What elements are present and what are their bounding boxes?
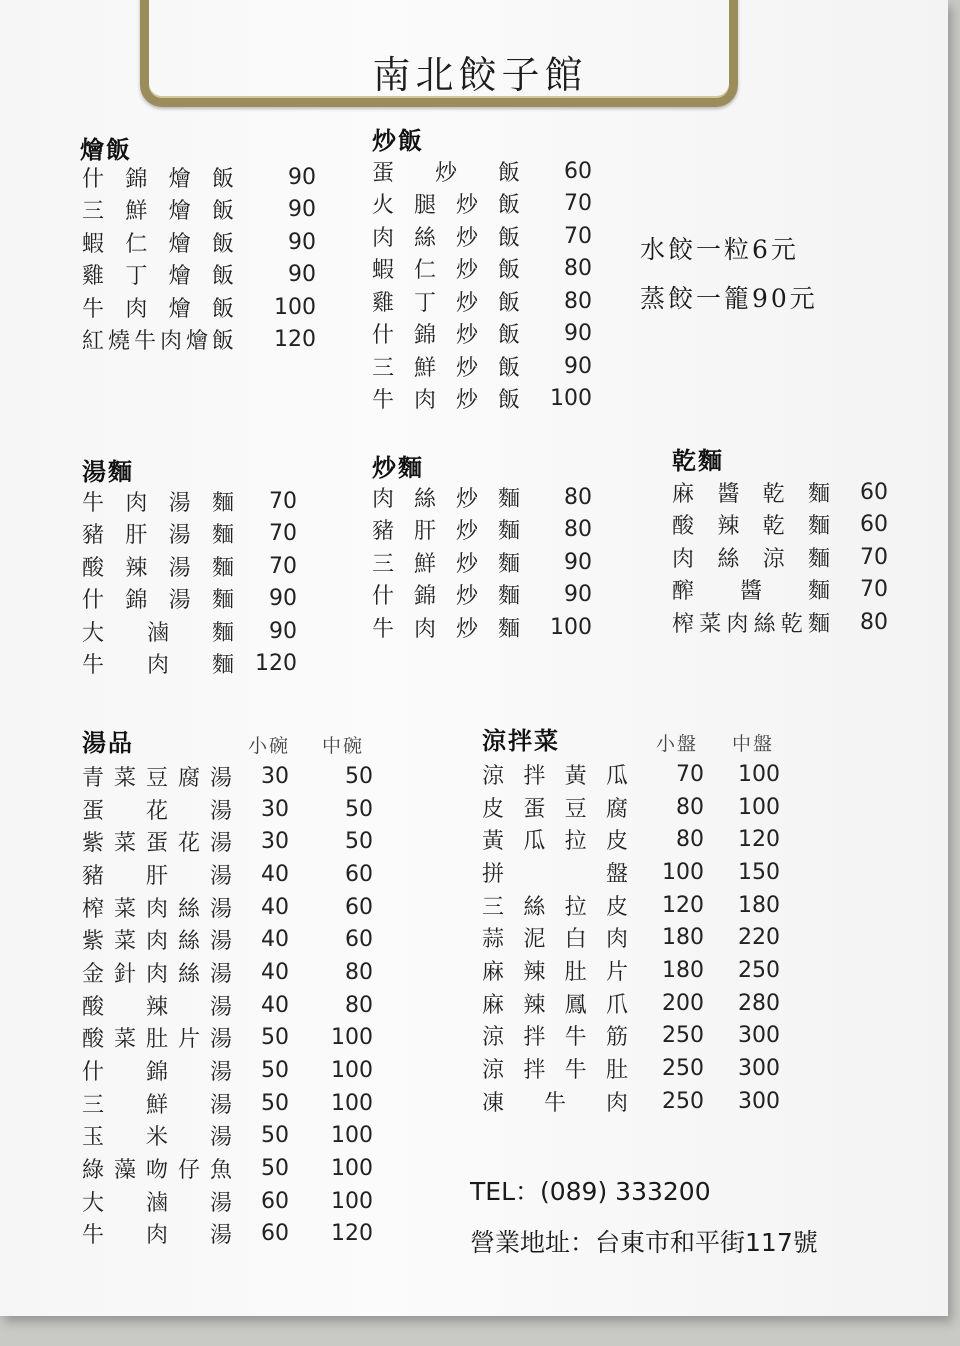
item-name: 蛋 花 湯	[82, 798, 232, 824]
col-header-medium: 中碗	[322, 735, 365, 757]
menu-item	[672, 541, 888, 574]
item-price: 70	[269, 521, 297, 547]
small-price: 40	[261, 861, 289, 887]
medium-price: 100	[331, 1058, 373, 1084]
menu-item	[82, 989, 373, 1022]
menu-item	[372, 611, 592, 644]
item-price: 80	[564, 288, 592, 314]
medium-price: 100	[331, 1025, 373, 1051]
small-price: 40	[261, 927, 289, 953]
menu-item	[672, 476, 888, 509]
medium-price: 100	[331, 1123, 373, 1149]
item-list	[82, 161, 316, 356]
item-price: 70	[564, 223, 592, 249]
menu-item	[82, 226, 316, 259]
item-name: 麻 辣 鳳 爪	[482, 992, 628, 1018]
item-price: 90	[269, 618, 297, 644]
menu-item	[82, 1087, 373, 1120]
medium-price: 100	[738, 794, 780, 820]
menu-item	[482, 823, 780, 856]
menu-item	[82, 259, 316, 292]
item-name: 紅 燒 牛 肉 燴 飯	[82, 329, 234, 355]
menu-item	[482, 1085, 780, 1118]
section-title: 湯麵	[82, 457, 134, 486]
menu-item	[82, 891, 373, 924]
item-price: 90	[269, 586, 297, 612]
item-price: 70	[564, 191, 592, 217]
item-name: 三 鮮 燴 飯	[82, 199, 234, 225]
item-name: 榨 菜 肉 絲 乾 麵	[672, 611, 830, 637]
menu-item	[372, 481, 592, 514]
medium-price: 280	[738, 990, 780, 1016]
item-price: 120	[255, 651, 297, 677]
medium-price: 180	[738, 892, 780, 918]
small-price: 250	[662, 1023, 704, 1049]
item-name: 什 錦 炒 飯	[372, 323, 520, 349]
item-name: 火 腿 炒 飯	[372, 193, 520, 219]
item-name: 酸 菜 肚 片 湯	[82, 1027, 232, 1053]
item-name: 麻 醬 乾 麵	[672, 481, 830, 507]
medium-price: 300	[738, 1023, 780, 1049]
section-title: 涼拌菜	[482, 726, 560, 755]
cold-dish-list	[482, 758, 780, 1118]
item-name: 黃 瓜 拉 皮	[482, 829, 628, 855]
menu-item	[82, 194, 316, 227]
address: 營業地址：台東市和平街117號	[470, 1228, 818, 1257]
menu-item	[82, 324, 316, 357]
item-name: 綠 藻 吻 仔 魚	[82, 1158, 232, 1184]
menu-item	[82, 956, 373, 989]
small-price: 50	[261, 1090, 289, 1116]
telephone: TEL：(089) 333200	[470, 1177, 711, 1206]
menu-item	[82, 291, 316, 324]
section-title: 炒飯	[372, 126, 424, 155]
small-price: 80	[676, 794, 704, 820]
soup-list	[82, 760, 373, 1250]
small-price: 60	[261, 1221, 289, 1247]
menu-item	[372, 220, 592, 253]
small-price: 30	[261, 796, 289, 822]
item-name: 涼 拌 牛 肚	[482, 1058, 628, 1084]
menu-item	[482, 856, 780, 889]
item-name: 醡 醬 麵	[672, 579, 830, 605]
item-price: 80	[564, 484, 592, 510]
item-name: 涼 拌 牛 筋	[482, 1025, 628, 1051]
item-price: 90	[288, 262, 316, 288]
item-price: 70	[860, 544, 888, 570]
item-name: 酸 辣 湯	[82, 994, 232, 1020]
menu-item	[372, 514, 592, 547]
item-price: 90	[564, 353, 592, 379]
medium-price: 100	[331, 1188, 373, 1214]
menu-item	[482, 987, 780, 1020]
item-price: 90	[288, 164, 316, 190]
restaurant-title: 南北餃子館	[372, 53, 588, 97]
small-price: 250	[662, 1088, 704, 1114]
item-name: 三 鮮 炒 飯	[372, 355, 520, 381]
col-header-medium: 中盤	[732, 733, 775, 755]
item-name: 蒜 泥 白 肉	[482, 927, 628, 953]
menu-item	[82, 615, 297, 648]
small-price: 30	[261, 763, 289, 789]
small-price: 50	[261, 1058, 289, 1084]
item-name: 涼 拌 黃 瓜	[482, 763, 628, 789]
section-title: 燴飯	[80, 135, 132, 164]
item-name: 三 鮮 炒 麵	[372, 551, 520, 577]
item-name: 牛 肉 燴 飯	[82, 296, 234, 322]
item-list	[372, 155, 592, 415]
menu-item	[372, 318, 592, 351]
item-price: 100	[274, 294, 316, 320]
item-name: 豬 肝 湯	[82, 863, 232, 889]
small-price: 80	[676, 827, 704, 853]
item-name: 皮 蛋 豆 腐	[482, 796, 628, 822]
item-name: 玉 米 湯	[82, 1125, 232, 1151]
item-name: 雞 丁 燴 飯	[82, 264, 234, 290]
medium-price: 60	[345, 927, 373, 953]
medium-price: 220	[738, 925, 780, 951]
menu-item	[372, 188, 592, 221]
item-name: 青 菜 豆 腐 湯	[82, 765, 232, 791]
item-name: 肉 絲 炒 麵	[372, 486, 520, 512]
medium-price: 300	[738, 1088, 780, 1114]
small-price: 60	[261, 1188, 289, 1214]
small-price: 50	[261, 1025, 289, 1051]
item-name: 榨 菜 肉 絲 湯	[82, 896, 232, 922]
menu-item	[82, 858, 373, 891]
item-name: 肉 絲 涼 麵	[672, 546, 830, 572]
menu-item	[82, 923, 373, 956]
item-name: 牛 肉 湯	[82, 1223, 232, 1249]
small-price: 180	[662, 957, 704, 983]
steamed-dumpling-price: 蒸餃一籠90元	[640, 284, 818, 313]
item-list	[372, 481, 592, 644]
menu-item	[82, 485, 297, 518]
small-price: 40	[261, 959, 289, 985]
item-name: 金 針 肉 絲 湯	[82, 961, 232, 987]
item-name: 大 滷 麵	[82, 620, 234, 646]
menu-item	[82, 648, 297, 681]
item-price: 70	[269, 488, 297, 514]
menu-item	[372, 350, 592, 383]
item-name: 拼 盤	[482, 861, 628, 887]
menu-item	[372, 253, 592, 286]
medium-price: 50	[345, 796, 373, 822]
medium-price: 60	[345, 861, 373, 887]
boiled-dumpling-price: 水餃一粒6元	[640, 235, 799, 264]
menu-item	[372, 546, 592, 579]
menu-item	[482, 1052, 780, 1085]
item-price: 90	[564, 321, 592, 347]
item-price: 60	[860, 512, 888, 538]
menu-item	[372, 579, 592, 612]
item-name: 豬 肝 炒 麵	[372, 519, 520, 545]
item-name: 酸 辣 湯 麵	[82, 555, 234, 581]
menu-item	[82, 1185, 373, 1218]
item-name: 什 錦 炒 麵	[372, 584, 520, 610]
medium-price: 300	[738, 1056, 780, 1082]
medium-price: 80	[345, 992, 373, 1018]
medium-price: 100	[738, 761, 780, 787]
menu-item	[482, 791, 780, 824]
item-name: 麻 辣 肚 片	[482, 959, 628, 985]
item-price: 90	[288, 229, 316, 255]
medium-price: 60	[345, 894, 373, 920]
small-price: 250	[662, 1056, 704, 1082]
menu-item	[672, 509, 888, 542]
menu-item	[82, 550, 297, 583]
menu-item	[82, 161, 316, 194]
menu-item	[82, 760, 373, 793]
col-header-small: 小盤	[656, 733, 699, 755]
item-name: 蝦 仁 炒 飯	[372, 258, 520, 284]
item-price: 70	[269, 553, 297, 579]
menu-item	[82, 793, 373, 826]
item-name: 紫 菜 肉 絲 湯	[82, 929, 232, 955]
item-name: 蝦 仁 燴 飯	[82, 231, 234, 257]
menu-item	[372, 285, 592, 318]
small-price: 50	[261, 1156, 289, 1182]
item-price: 120	[274, 327, 316, 353]
item-list	[82, 485, 297, 680]
small-price: 40	[261, 894, 289, 920]
item-name: 大 滷 湯	[82, 1190, 232, 1216]
item-name: 什 錦 湯	[82, 1060, 232, 1086]
menu-item	[482, 921, 780, 954]
small-price: 120	[662, 892, 704, 918]
item-price: 90	[564, 549, 592, 575]
col-header-small: 小碗	[248, 735, 291, 757]
item-name: 三 鮮 湯	[82, 1092, 232, 1118]
small-price: 30	[261, 829, 289, 855]
menu-item	[82, 1152, 373, 1185]
menu-item	[82, 1022, 373, 1055]
medium-price: 80	[345, 959, 373, 985]
menu-item	[82, 1120, 373, 1153]
medium-price: 150	[738, 859, 780, 885]
menu-item	[672, 606, 888, 639]
item-price: 100	[550, 386, 592, 412]
medium-price: 50	[345, 763, 373, 789]
item-price: 60	[564, 158, 592, 184]
item-name: 雞 丁 炒 飯	[372, 290, 520, 316]
small-price: 180	[662, 925, 704, 951]
menu-item	[672, 574, 888, 607]
small-price: 70	[676, 761, 704, 787]
item-price: 80	[564, 256, 592, 282]
menu-item	[82, 1054, 373, 1087]
medium-price: 50	[345, 829, 373, 855]
item-name: 牛 肉 湯 麵	[82, 490, 234, 516]
item-price: 90	[288, 197, 316, 223]
menu-item	[482, 954, 780, 987]
item-name: 凍 牛 肉	[482, 1090, 628, 1116]
section-title: 炒麵	[372, 453, 424, 482]
small-price: 40	[261, 992, 289, 1018]
small-price: 50	[261, 1123, 289, 1149]
small-price: 200	[662, 990, 704, 1016]
medium-price: 120	[331, 1221, 373, 1247]
item-name: 牛 肉 炒 麵	[372, 616, 520, 642]
item-name: 牛 肉 炒 飯	[372, 388, 520, 414]
small-price: 100	[662, 859, 704, 885]
medium-price: 250	[738, 957, 780, 983]
item-name: 酸 辣 乾 麵	[672, 514, 830, 540]
item-price: 70	[860, 577, 888, 603]
item-name: 三 絲 拉 皮	[482, 894, 628, 920]
medium-price: 100	[331, 1090, 373, 1116]
item-name: 豬 肝 湯 麵	[82, 523, 234, 549]
menu-item	[482, 758, 780, 791]
item-name: 蛋 炒 飯	[372, 160, 520, 186]
menu-item	[482, 889, 780, 922]
menu-item	[82, 518, 297, 551]
menu-item	[372, 155, 592, 188]
menu-item	[482, 1020, 780, 1053]
menu-item	[82, 583, 297, 616]
item-name: 肉 絲 炒 飯	[372, 225, 520, 251]
item-name: 什 錦 湯 麵	[82, 588, 234, 614]
medium-price: 100	[331, 1156, 373, 1182]
item-name: 紫 菜 蛋 花 湯	[82, 831, 232, 857]
section-title: 湯品	[82, 728, 134, 757]
menu-item	[372, 383, 592, 416]
item-price: 60	[860, 479, 888, 505]
item-price: 80	[860, 609, 888, 635]
item-price: 100	[550, 614, 592, 640]
menu-item	[82, 825, 373, 858]
section-title: 乾麵	[672, 446, 724, 475]
medium-price: 120	[738, 827, 780, 853]
item-price: 90	[564, 582, 592, 608]
item-name: 什 錦 燴 飯	[82, 166, 234, 192]
item-price: 80	[564, 517, 592, 543]
menu-item	[82, 1218, 373, 1251]
item-name: 牛 肉 麵	[82, 653, 234, 679]
item-list	[672, 476, 888, 639]
